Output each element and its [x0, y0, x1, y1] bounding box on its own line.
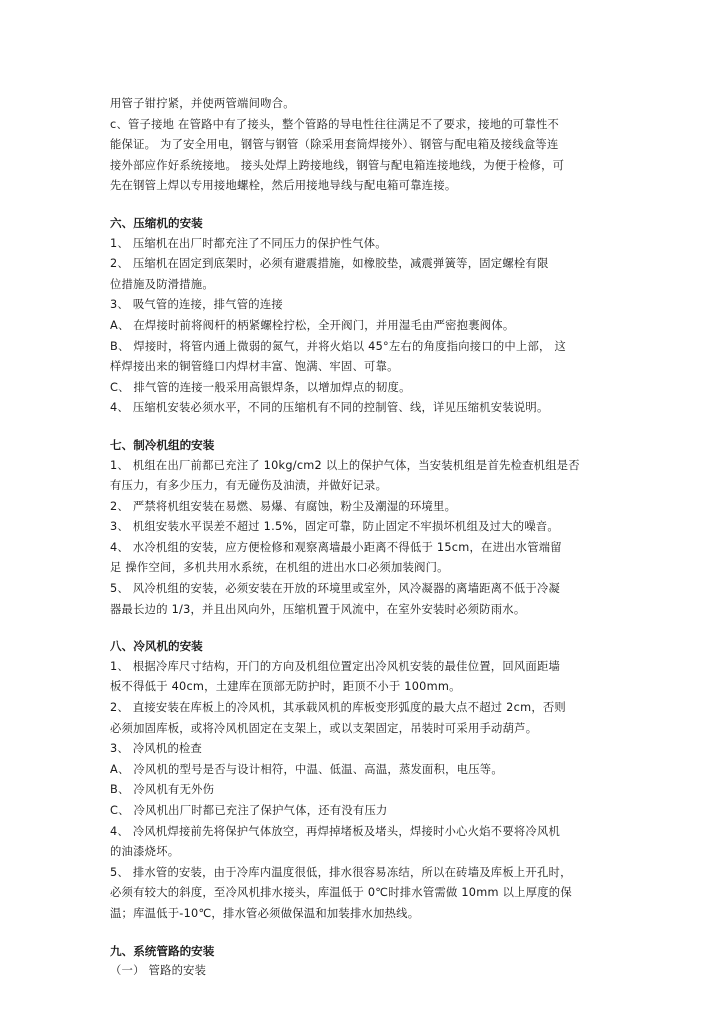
- text-line: B、 冷风机有无外伤: [110, 783, 215, 797]
- section-heading: 七、制冷机组的安装: [110, 437, 215, 452]
- text-line: （一） 管路的安装: [110, 964, 207, 978]
- text-line: 4、 压缩机安装必须水平，不同的压缩机有不同的控制管、线，详见压缩机安装说明。: [110, 401, 549, 415]
- section-refrigeration-unit: [110, 435, 616, 620]
- text-line: 必须加固库板，或将冷风机固定在支架上，或以支架固定，吊装时可采用手动葫芦。: [110, 721, 538, 735]
- text-line: 温；库温低于-10℃，排水管必须做保温和加装排水加热线。: [110, 906, 420, 920]
- section-air-cooler: [110, 636, 616, 924]
- intro-paragraph: [110, 94, 616, 197]
- text-line: 有压力，有多少压力，有无碰伤及油渍，并做好记录。: [110, 479, 388, 493]
- text-line: B、 焊接时，将管内通上微弱的氮气，并将火焰以 45°左右的角度指向接口的中上部， 这: [110, 339, 566, 353]
- text-line: A、 在焊接时前将阀杆的柄紧螺栓拧松，全开阀门，并用湿毛由严密抱裹阀体。: [110, 318, 515, 332]
- section-heading: 八、冷风机的安装: [110, 639, 203, 654]
- section-heading: 九、系统管路的安装: [110, 943, 215, 958]
- section-compressor: [110, 213, 616, 419]
- text-line: C、 冷风机出厂时都已充注了保护气体，还有没有压力: [110, 804, 388, 817]
- text-line: A、 冷风机的型号是否与设计相符，中温、低温、高温，蒸发面积，电压等。: [110, 762, 503, 776]
- text-line: 3、 吸气管的连接，排气管的连接: [110, 298, 283, 312]
- text-line: 5、 排水管的安装，由于冷库内温度很低，排水很容易冻结，所以在砖墙及库板上开孔时，: [110, 865, 572, 879]
- text-line: 必须有较大的斜度，至冷风机排水接头，库温低于 0℃时排水管需做 10mm 以上厚度的保: [110, 886, 572, 900]
- text-line: 足 操作空间，多机共用水系统，在机组的进出水口必须加装阀门。: [110, 561, 449, 575]
- text-line: 5、 风冷机组的安装，必须安装在开放的环境里或室外，风冷凝器的离墙距离不低于冷凝: [110, 582, 561, 596]
- text-line: 3、 机组安装水平误差不超过 1.5%，固定可靠，防止固定不牢损坏机组及过大的噪音。: [110, 520, 559, 534]
- text-line: 2、 直接安装在库板上的冷风机，其承载风机的库板变形弧度的最大点不超过 2cm，否则: [110, 701, 566, 715]
- text-line: 1、 压缩机在出厂时都充注了不同压力的保护性气体。: [110, 236, 387, 250]
- section-heading: 六、压缩机的安装: [110, 215, 203, 230]
- text-line: 2、 严禁将机组安装在易燃、易爆、有腐蚀，粉尘及潮湿的环境里。: [110, 499, 457, 513]
- text-line: C、 排气管的连接一般采用高银焊条，以增加焊点的韧度。: [110, 380, 411, 394]
- text-line: 3、 冷风机的检查: [110, 742, 203, 756]
- text-line: 能保证。 为了安全用电，钢管与钢管（除采用套筒焊接外）、钢管与配电箱及接线盒等连: [110, 138, 559, 152]
- text-line: 器最长边的 1/3，并且出风向外，压缩机置于风流中，在室外安装时必须防雨水。: [110, 602, 526, 616]
- text-line: 板不得低于 40cm，土建库在顶部无防护时，距顶不小于 100mm。: [110, 680, 461, 694]
- text-line: 接外部应作好系统接地。 接头处焊上跨接地线，钢管与配电箱连接地线，为便于检修，可: [110, 158, 565, 172]
- text-line: 位措施及防滑措施。: [110, 277, 214, 291]
- section-piping: [110, 941, 616, 982]
- text-line: 2、 压缩机在固定到底架时，必须有避震措施，如橡胶垫，减震弹簧等，固定螺栓有限: [110, 257, 549, 271]
- document-page: [110, 94, 616, 982]
- text-line: 4、 水冷机组的安装，应方便检修和观察离墙最小距离不得低于 15cm，在进出水管端留: [110, 540, 562, 554]
- text-line: 1、 机组在出厂前都已充注了 10kg/cm2 以上的保护气体，当安装机组是首先检查机组是否: [110, 458, 580, 472]
- text-line: 1、 根据冷库尺寸结构，开门的方向及机组位置定出冷风机安装的最佳位置，回风面距墙: [110, 659, 561, 673]
- text-line: 的油漆烧坏。: [110, 845, 180, 859]
- text-line: 先在钢管上焊以专用接地螺栓，然后用接地导线与配电箱可靠连接。: [110, 179, 457, 193]
- text-line: 用管子钳拧紧，并使两管端间吻合。: [110, 97, 295, 110]
- text-line: 样焊接出来的铜管缝口内焊材丰富、饱满、牢固、可靠。: [110, 360, 399, 374]
- text-line: 4、 冷风机焊接前先将保护气体放空，再焊掉堵板及堵头，焊接时小心火焰不要将冷风机: [110, 824, 561, 838]
- text-line: c、管子接地 在管路中有了接头，整个管路的导电性往往满足不了要求，接地的可靠性不: [110, 117, 560, 131]
